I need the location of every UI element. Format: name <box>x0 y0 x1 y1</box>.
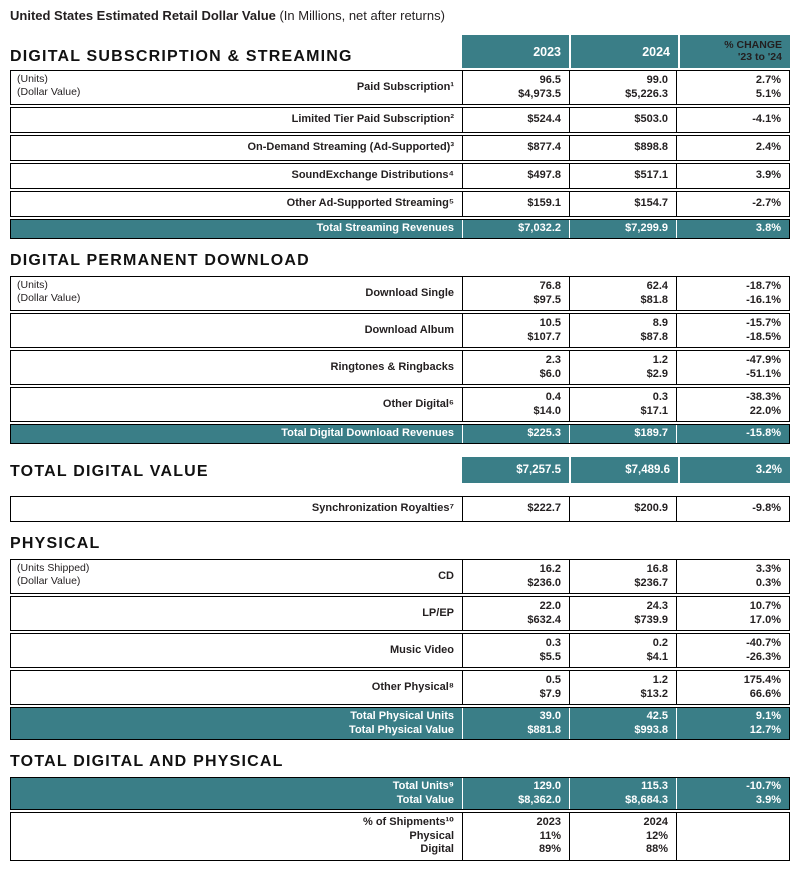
text-line: % of Shipments¹⁰ <box>363 816 454 828</box>
value-2023-cell <box>462 351 569 384</box>
value-2023-cell <box>462 560 569 593</box>
table-row <box>10 276 790 311</box>
text-line: 3.9% <box>755 793 781 806</box>
value-pct-change-cell <box>676 497 789 521</box>
text-line: 8.9 <box>652 317 668 329</box>
row-label <box>19 644 454 658</box>
total-band-pct: 3.2% <box>680 457 790 483</box>
row-label-cell <box>11 708 462 739</box>
text-line: (Units) <box>17 279 48 291</box>
text-line: $898.8 <box>634 141 668 154</box>
text-line: 2.4% <box>755 141 781 154</box>
text-line: $97.5 <box>533 293 561 306</box>
text-line: $881.8 <box>527 723 561 736</box>
row-label <box>19 113 454 127</box>
text-line: (Dollar Value) <box>17 292 81 304</box>
text-line: $222.7 <box>527 502 561 515</box>
text-line: -16.1% <box>746 293 781 306</box>
row-label-cell <box>11 192 462 216</box>
row-label-cell <box>11 164 462 188</box>
row-label-cell <box>11 277 462 310</box>
row-label <box>19 197 454 211</box>
row-label <box>19 681 454 695</box>
text-line: 5.1% <box>755 87 781 100</box>
text-line: $87.8 <box>640 330 668 343</box>
text-line: (Units) <box>17 73 48 85</box>
text-line: 39.0 <box>539 710 561 722</box>
text-line: Music Video <box>390 643 454 656</box>
text-line: 0.5 <box>545 674 561 686</box>
text-line: 0.2 <box>652 637 668 649</box>
row-label-cell <box>11 813 462 860</box>
section-title: DIGITAL SUBSCRIPTION & STREAMING <box>10 48 353 65</box>
text-line: 16.8 <box>646 563 668 575</box>
text-line: $8,362.0 <box>518 793 561 806</box>
text-line: $236.7 <box>634 576 668 589</box>
text-line: $225.3 <box>527 427 561 440</box>
text-line: $877.4 <box>527 141 561 154</box>
row-label <box>19 502 454 516</box>
total-band-y2023: $7,257.5 <box>462 457 569 483</box>
text-line: 175.4% <box>743 674 781 686</box>
text-line: $517.1 <box>634 169 668 182</box>
row-label <box>19 427 454 441</box>
text-line: $524.4 <box>527 113 561 126</box>
value-2023-cell <box>462 813 569 860</box>
column-header-2024: 2024 <box>571 35 678 68</box>
text-line: 89% <box>538 843 561 855</box>
table-row <box>10 812 790 861</box>
retail-value-report <box>10 8 790 861</box>
section-header <box>10 35 790 68</box>
table-row <box>10 387 790 422</box>
text-line: 9.1% <box>755 710 781 722</box>
section-physical <box>10 535 790 740</box>
value-2023-cell <box>462 708 569 739</box>
table-row <box>10 313 790 348</box>
row-label <box>19 398 454 412</box>
text-line: $13.2 <box>640 687 668 700</box>
text-line: $14.0 <box>533 404 561 417</box>
row-label-cell <box>11 136 462 160</box>
text-line: Total Digital Download Revenues <box>281 427 454 440</box>
value-pct-change-cell <box>676 108 789 132</box>
section-total-digital-value <box>10 457 790 483</box>
text-line: On-Demand Streaming (Ad-Supported)³ <box>247 141 454 154</box>
table-row <box>10 219 790 239</box>
text-line: (Units Shipped) <box>17 562 90 574</box>
value-2023-cell <box>462 277 569 310</box>
text-line: 66.6% <box>749 687 781 700</box>
value-2024-cell <box>569 671 676 704</box>
text-line: Total Value <box>396 793 454 806</box>
text-line: -10.7% <box>746 780 781 792</box>
value-2023-cell <box>462 71 569 104</box>
text-line: -18.7% <box>746 280 781 292</box>
text-line: 17.0% <box>749 613 781 626</box>
value-2023-cell <box>462 314 569 347</box>
row-label <box>19 141 454 155</box>
value-2023-cell <box>462 778 569 809</box>
text-line: LP/EP <box>422 606 454 619</box>
table-row <box>10 777 790 810</box>
text-line: $7,299.9 <box>625 222 668 235</box>
text-line: 62.4 <box>646 280 668 292</box>
column-header-pct-change <box>680 35 790 68</box>
row-label-cell <box>11 560 462 593</box>
text-line: $2.9 <box>646 367 668 380</box>
text-line: % CHANGE <box>724 39 782 51</box>
value-2023-cell <box>462 634 569 667</box>
text-line: $189.7 <box>634 427 668 440</box>
row-label-cell <box>11 351 462 384</box>
text-line: 16.2 <box>539 563 561 575</box>
text-line: $236.0 <box>527 576 561 589</box>
text-line: CD <box>438 569 454 582</box>
text-line: Ringtones & Ringbacks <box>330 360 454 373</box>
value-2024-cell <box>569 388 676 421</box>
text-line: 2.7% <box>755 74 781 86</box>
value-pct-change-cell <box>676 813 789 860</box>
total-value-band <box>462 457 790 483</box>
value-2023-cell <box>462 136 569 160</box>
page-title-main: United States Estimated Retail Dollar Value <box>10 8 276 23</box>
text-line: 129.0 <box>533 780 561 792</box>
section-title: TOTAL DIGITAL VALUE <box>10 463 209 480</box>
row-label-cell <box>11 634 462 667</box>
text-line: $7.9 <box>539 687 561 700</box>
value-2023-cell <box>462 425 569 443</box>
text-line: -9.8% <box>752 502 781 515</box>
value-2023-cell <box>462 192 569 216</box>
value-2024-cell <box>569 192 676 216</box>
column-header-2023: 2023 <box>462 35 569 68</box>
table-row <box>10 350 790 385</box>
value-2024-cell <box>569 425 676 443</box>
section-title: DIGITAL PERMANENT DOWNLOAD <box>10 252 310 269</box>
text-line: Total Physical Value <box>349 723 454 736</box>
units-caption <box>17 279 80 305</box>
value-2024-cell <box>569 708 676 739</box>
value-2024-cell <box>569 71 676 104</box>
value-2024-cell <box>569 778 676 809</box>
text-line: Total Physical Units <box>350 710 454 722</box>
text-line: (Dollar Value) <box>17 575 81 587</box>
text-line: $81.8 <box>640 293 668 306</box>
text-line: $503.0 <box>634 113 668 126</box>
section-synchronization <box>10 496 790 522</box>
value-pct-change-cell <box>676 277 789 310</box>
text-line: Paid Subscription¹ <box>356 80 454 93</box>
text-line: 1.2 <box>652 674 668 686</box>
text-line: 0.3% <box>755 576 781 589</box>
section-title: TOTAL DIGITAL AND PHYSICAL <box>10 753 284 770</box>
value-2023-cell <box>462 164 569 188</box>
text-line: 96.5 <box>539 74 561 86</box>
text-line: Other Digital⁶ <box>382 397 454 410</box>
row-label-cell <box>11 71 462 104</box>
text-line: 11% <box>539 829 561 842</box>
value-pct-change-cell <box>676 220 789 238</box>
value-pct-change-cell <box>676 164 789 188</box>
row-label-cell <box>11 597 462 630</box>
table-row <box>10 670 790 705</box>
text-line: 24.3 <box>646 600 668 612</box>
value-pct-change-cell <box>676 425 789 443</box>
text-line: 1.2 <box>652 354 668 366</box>
text-line: -15.7% <box>746 317 781 329</box>
value-pct-change-cell <box>676 136 789 160</box>
text-line: -40.7% <box>746 637 781 649</box>
value-pct-change-cell <box>676 597 789 630</box>
text-line: 2.3 <box>545 354 561 366</box>
text-line: 3.8% <box>755 222 781 235</box>
text-line: 12.7% <box>749 723 781 736</box>
row-label <box>19 607 454 621</box>
text-line: 22.0% <box>749 404 781 417</box>
text-line: -18.5% <box>746 330 781 343</box>
text-line: 10.7% <box>749 600 781 612</box>
text-line: 0.3 <box>652 391 668 403</box>
text-line: Download Single <box>365 286 454 299</box>
value-2023-cell <box>462 497 569 521</box>
value-2024-cell <box>569 813 676 860</box>
text-line: -47.9% <box>746 354 781 366</box>
value-2024-cell <box>569 634 676 667</box>
text-line: Download Album <box>364 323 454 336</box>
text-line: $7,032.2 <box>518 222 561 235</box>
text-line: $4.1 <box>646 650 668 663</box>
tables-container <box>10 35 790 861</box>
section-title: PHYSICAL <box>10 535 101 552</box>
value-2024-cell <box>569 314 676 347</box>
table-row <box>10 496 790 522</box>
text-line: 10.5 <box>539 317 561 329</box>
section-header <box>10 753 790 773</box>
table-row <box>10 707 790 740</box>
text-line: Limited Tier Paid Subscription² <box>291 113 454 126</box>
text-line: $4,973.5 <box>518 87 561 100</box>
row-label <box>19 780 454 807</box>
text-line: $17.1 <box>640 404 668 417</box>
value-pct-change-cell <box>676 560 789 593</box>
row-label <box>19 169 454 183</box>
text-line: 12% <box>645 829 668 842</box>
text-line: $993.8 <box>634 723 668 736</box>
value-2023-cell <box>462 388 569 421</box>
table-row <box>10 424 790 444</box>
row-label <box>19 81 454 95</box>
text-line: Physical <box>409 829 454 842</box>
text-line: 115.3 <box>641 780 668 792</box>
section-total-digital-and-physical <box>10 753 790 861</box>
value-2024-cell <box>569 497 676 521</box>
text-line: $200.9 <box>634 502 668 515</box>
row-label <box>19 222 454 236</box>
text-line: 88% <box>645 843 668 855</box>
text-line: 2024 <box>643 816 668 828</box>
table-row <box>10 107 790 133</box>
row-label <box>19 816 454 857</box>
column-header-band <box>462 35 790 68</box>
row-label-cell <box>11 220 462 238</box>
text-line: $6.0 <box>539 367 561 380</box>
section-header <box>10 535 790 555</box>
row-label-cell <box>11 388 462 421</box>
value-pct-change-cell <box>676 351 789 384</box>
value-pct-change-cell <box>676 71 789 104</box>
text-line: Total Streaming Revenues <box>316 222 454 235</box>
page-title <box>10 8 790 23</box>
text-line: 0.4 <box>545 391 561 403</box>
table-row <box>10 559 790 594</box>
text-line: $5,226.3 <box>625 87 668 100</box>
row-label <box>19 287 454 301</box>
text-line: $8,684.3 <box>625 793 668 806</box>
text-line: $154.7 <box>634 197 668 210</box>
units-caption <box>17 562 89 588</box>
value-2023-cell <box>462 108 569 132</box>
value-2024-cell <box>569 108 676 132</box>
text-line: -4.1% <box>752 113 781 126</box>
value-2024-cell <box>569 220 676 238</box>
text-line: 3.9% <box>755 169 781 182</box>
text-line: 0.3 <box>545 637 561 649</box>
text-line: -38.3% <box>746 391 781 403</box>
text-line: $107.7 <box>527 330 561 343</box>
section-digital-permanent-download <box>10 252 790 444</box>
text-line: $5.5 <box>539 650 561 663</box>
value-pct-change-cell <box>676 634 789 667</box>
value-pct-change-cell <box>676 192 789 216</box>
text-line: $739.9 <box>634 613 668 626</box>
text-line: -2.7% <box>752 197 781 210</box>
text-line: SoundExchange Distributions⁴ <box>291 169 454 182</box>
value-2023-cell <box>462 597 569 630</box>
text-line: $497.8 <box>527 169 561 182</box>
table-row <box>10 596 790 631</box>
table-row <box>10 135 790 161</box>
row-label-cell <box>11 671 462 704</box>
value-pct-change-cell <box>676 708 789 739</box>
page-title-sub: (In Millions, net after returns) <box>275 8 445 23</box>
text-line: Synchronization Royalties⁷ <box>311 502 454 515</box>
row-label-cell <box>11 314 462 347</box>
value-2024-cell <box>569 136 676 160</box>
text-line: Digital <box>420 843 454 855</box>
total-band-y2024: $7,489.6 <box>571 457 678 483</box>
table-row <box>10 163 790 189</box>
text-line: $159.1 <box>527 197 561 210</box>
text-line: 2023 <box>536 816 561 828</box>
row-label <box>19 710 454 737</box>
table-row <box>10 70 790 105</box>
value-pct-change-cell <box>676 314 789 347</box>
section-header <box>10 252 790 272</box>
text-line: Other Ad-Supported Streaming⁵ <box>286 197 454 210</box>
row-label-cell <box>11 425 462 443</box>
value-2024-cell <box>569 277 676 310</box>
text-line: 99.0 <box>646 74 668 86</box>
row-label <box>19 324 454 338</box>
row-label-cell <box>11 108 462 132</box>
text-line: 42.5 <box>646 710 668 722</box>
value-pct-change-cell <box>676 671 789 704</box>
text-line: (Dollar Value) <box>17 86 81 98</box>
value-2023-cell <box>462 671 569 704</box>
text-line: '23 to '24 <box>737 50 782 63</box>
section-digital-subscription-streaming <box>10 35 790 239</box>
value-pct-change-cell <box>676 778 789 809</box>
text-line: -26.3% <box>746 650 781 663</box>
text-line: Total Units⁹ <box>392 780 454 792</box>
section-header <box>10 457 790 483</box>
value-2024-cell <box>569 560 676 593</box>
text-line: 3.3% <box>755 563 781 575</box>
value-pct-change-cell <box>676 388 789 421</box>
text-line: $632.4 <box>527 613 561 626</box>
text-line: 76.8 <box>539 280 561 292</box>
row-label-cell <box>11 497 462 521</box>
value-2024-cell <box>569 351 676 384</box>
row-label-cell <box>11 778 462 809</box>
value-2023-cell <box>462 220 569 238</box>
table-row <box>10 191 790 217</box>
value-2024-cell <box>569 597 676 630</box>
table-row <box>10 633 790 668</box>
row-label <box>19 361 454 375</box>
text-line: -51.1% <box>746 367 781 380</box>
text-line: Other Physical⁸ <box>371 680 454 693</box>
text-line: -15.8% <box>746 427 781 440</box>
units-caption <box>17 73 80 99</box>
value-2024-cell <box>569 164 676 188</box>
text-line: 22.0 <box>539 600 561 612</box>
